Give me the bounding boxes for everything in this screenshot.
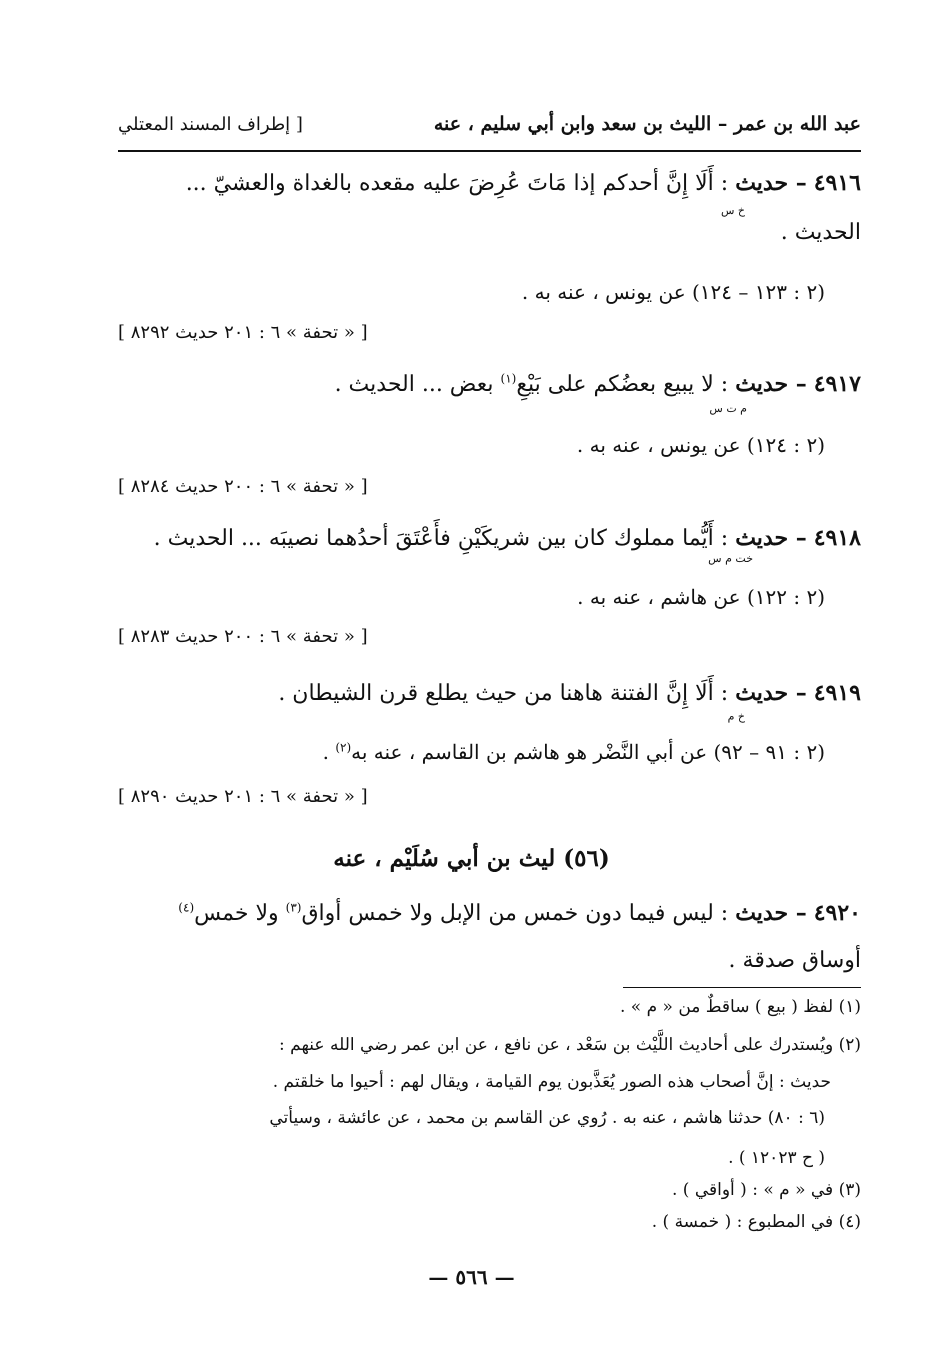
- footnote-2-ref: ( ح ١٢٠٢٣ ) .: [728, 1148, 825, 1168]
- entry-4919-tuhfa-ref: [ « تحفة » ٦ : ٢٠١ حديث ٨٢٩٠ ]: [118, 786, 368, 807]
- entry-4916-source: (٢ : ١٢٣ – ١٢٤) عن يونس ، عنه به .: [521, 280, 825, 304]
- entry-text: : أَيُّما مملوك كان بين شريكَيْنِ فأَعْتَقَ أحدُهما نصيبَه ... الحديث .: [153, 526, 729, 551]
- running-header-book: [ إطراف المسند المعتلي: [118, 114, 303, 135]
- entry-4916-line-1: ٤٩١٦ – حديث : أَلَا إِنَّ أحدكم إذا مَاتَ عُرِضَ عليه مقعده بالغداة والعشيّ ...: [185, 170, 861, 196]
- footnote-2-continued: حديث : إنَّ أصحاب هذه الصور يُعَذَّبون يوم القيامة ، ويقال لهم : أحيوا ما خلقتم .: [272, 1072, 831, 1092]
- entry-keyword: حديث: [735, 900, 789, 926]
- entry-number: ٤٩١٦: [813, 170, 861, 196]
- entry-4918-tuhfa-ref: [ « تحفة » ٦ : ٢٠٠ حديث ٨٢٨٣ ]: [118, 626, 368, 647]
- entry-4919-sigla: خ م: [727, 710, 745, 723]
- entry-number: ٤٩١٧: [813, 371, 861, 397]
- entry-text: : لا يبيع بعضُكم على بَيْعِ: [516, 372, 729, 397]
- entry-keyword: حديث: [735, 680, 789, 706]
- entry-4920-line-2: أوساق صدقة .: [728, 948, 861, 973]
- entry-number: ٤٩٢٠: [813, 900, 861, 926]
- entry-4917-sigla: م ت س: [709, 402, 747, 415]
- entry-text: : أَلَا إِنَّ الفتنة هاهنا من حيث يطلع قرن الشيطان .: [278, 681, 729, 706]
- entry-4916-tuhfa-ref: [ « تحفة » ٦ : ٢٠١ حديث ٨٢٩٢ ]: [118, 322, 368, 343]
- page-number: — ٥٦٦ —: [428, 1265, 515, 1289]
- entry-4917-tuhfa-ref: [ « تحفة » ٦ : ٢٠٠ حديث ٨٢٨٤ ]: [118, 476, 368, 497]
- entry-text: : أَلَا إِنَّ أحدكم إذا مَاتَ عُرِضَ عليه مقعده بالغداة والعشيّ ...: [185, 171, 729, 196]
- entry-text-continued: بعض ... الحديث .: [334, 372, 494, 397]
- entry-4917-line-1: ٤٩١٧ – حديث : لا يبيع بعضُكم على بَيْعِ$^{(١)}$ بعض ... الحديث .: [334, 371, 861, 397]
- footnote-4: (٤) في المطبوع : ( خمسة ) .: [651, 1212, 861, 1232]
- footnote-1: (١) لفظ ( بيع ) ساقطٌ من « م » .: [619, 997, 861, 1017]
- entry-keyword: حديث: [735, 170, 789, 196]
- entry-4918-source: (٢ : ١٢٢) عن هاشم ، عنه به .: [577, 585, 825, 609]
- footnote-marker: (٤): [178, 900, 195, 915]
- footnote-marker: (٢): [335, 740, 352, 755]
- footnote-3: (٣) في « م » : ( أواقي ) .: [671, 1180, 861, 1200]
- entry-4916-line-2: الحديث .: [780, 220, 861, 245]
- footnote-marker: (١): [500, 371, 517, 386]
- footnote-separator: [623, 987, 861, 988]
- entry-text-continued: ولا خمس: [194, 901, 279, 926]
- entry-number: ٤٩١٨: [813, 525, 861, 551]
- entry-text: : ليس فيما دون خمس من الإبل ولا خمس أواق: [301, 901, 729, 926]
- entry-4918-sigla: خت م س: [708, 552, 753, 565]
- entry-4919-line-1: ٤٩١٩ – حديث : أَلَا إِنَّ الفتنة هاهنا من حيث يطلع قرن الشيطان .: [278, 680, 861, 706]
- footnote-2-source: (٦ : ٨٠) حدثنا هاشم ، عنه به . رُوي عن القاسم بن محمد ، عن عائشة ، وسيأتي: [269, 1108, 825, 1128]
- entry-4916-sigla: خ س: [720, 204, 745, 217]
- footnote-marker: (٣): [285, 900, 302, 915]
- entry-number: ٤٩١٩: [813, 680, 861, 706]
- footnote-2: (٢) ويُستدرك على أحاديث اللَّيْث بن سَعْد ، عن نافع ، عن ابن عمر رضي الله عنهم :: [279, 1035, 861, 1055]
- entry-4917-source: (٢ : ١٢٤) عن يونس ، عنه به .: [576, 433, 825, 457]
- section-heading: (٥٦) ليث بن أبي سُلَيْم ، عنه: [333, 845, 610, 872]
- entry-keyword: حديث: [735, 525, 789, 551]
- running-header-title: عبد الله بن عمر – الليث بن سعد وابن أبي سليم ، عنه: [433, 113, 861, 135]
- entry-4918-line-1: ٤٩١٨ – حديث : أَيُّما مملوك كان بين شريكَيْنِ فأَعْتَقَ أحدُهما نصيبَه ... الحديث .: [153, 525, 861, 551]
- entry-keyword: حديث: [735, 371, 789, 397]
- entry-4920-line-1: ٤٩٢٠ – حديث : ليس فيما دون خمس من الإبل ولا خمس أواق$^{(٣)}$ ولا خمس$^{(٤)}$: [178, 900, 861, 926]
- entry-4919-source: (٢ : ٩١ – ٩٢) عن أبي النَّضْر هو هاشم بن القاسم ، عنه به$^{(٢)}$ .: [322, 740, 825, 764]
- header-rule: [118, 150, 861, 152]
